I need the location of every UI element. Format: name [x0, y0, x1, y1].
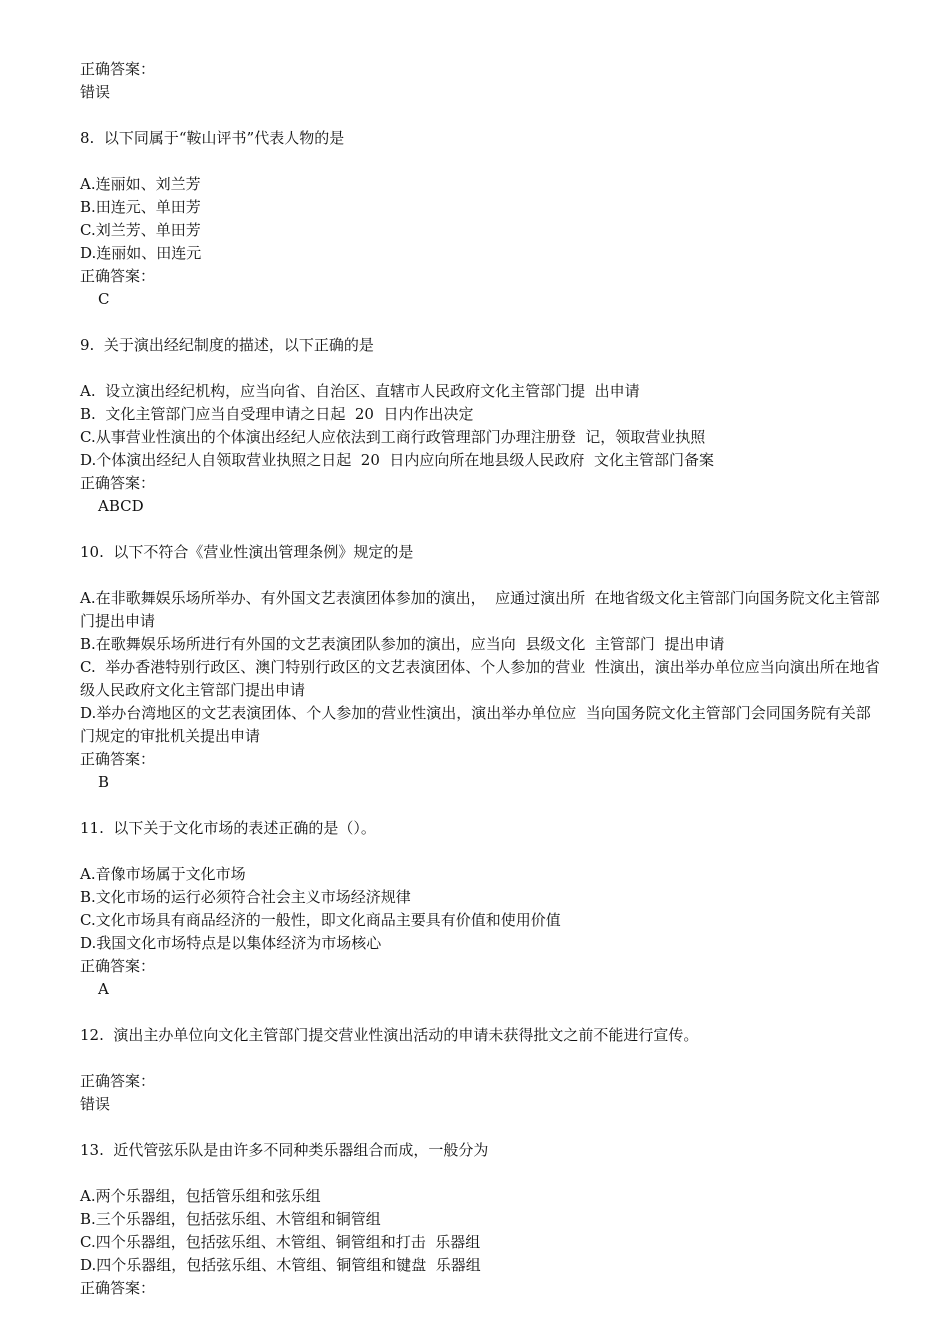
option-b: B.在歌舞娱乐场所进行有外国的文艺表演团队参加的演出，应当向 县级文化 主管部门 提出申请 [80, 635, 725, 653]
option-a: A.连丽如、刘兰芳 [80, 175, 201, 193]
question-7-tail [80, 58, 880, 104]
question-12 [80, 1024, 880, 1116]
option-c: C. 举办香港特别行政区、澳门特别行政区的文艺表演团体、个人参加的营业 性演出，演出举办单位应当向演出所在地省级人民政府文化主管部门提出申请 [80, 658, 880, 699]
question-stem: 8. 以下同属于“鞍山评书”代表人物的是 [80, 129, 345, 147]
option-b: B.三个乐器组，包括弦乐组、木管组和铜管组 [80, 1210, 381, 1228]
question-10 [80, 541, 880, 794]
option-d: D.连丽如、田连元 [80, 244, 202, 262]
question-9 [80, 334, 880, 518]
option-c: C.从事营业性演出的个体演出经纪人应依法到工商行政管理部门办理注册登 记，领取营业执照 [80, 428, 706, 446]
option-a: A.两个乐器组，包括管乐组和弦乐组 [80, 1187, 321, 1205]
option-c: C.四个乐器组，包括弦乐组、木管组、铜管组和打击 乐器组 [80, 1233, 481, 1251]
option-b: B.文化市场的运行必须符合社会主义市场经济规律 [80, 888, 411, 906]
answer-label: 正确答案： [80, 1279, 156, 1297]
option-d: D.个体演出经纪人自领取营业执照之日起 20 日内应向所在地县级人民政府 文化主管部门备案 [80, 451, 714, 469]
answer-label: 正确答案： [80, 267, 156, 285]
option-b: B.田连元、单田芳 [80, 198, 201, 216]
option-a: A.音像市场属于文化市场 [80, 865, 246, 883]
answer-label: 正确答案： [80, 60, 156, 78]
question-stem: 11. 以下关于文化市场的表述正确的是（）。 [80, 819, 376, 837]
option-a: A. 设立演出经纪机构，应当向省、自治区、直辖市人民政府文化主管部门提 出申请 [80, 382, 640, 400]
option-a: A.在非歌舞娱乐场所举办、有外国文艺表演团体参加的演出， 应通过演出所 在地省级文化主管部门向国务院文化主管部门提出申请 [80, 589, 880, 630]
answer-value: C [98, 290, 110, 308]
answer-value: 错误 [80, 1095, 111, 1113]
option-c: C.刘兰芳、单田芳 [80, 221, 201, 239]
question-stem: 9. 关于演出经纪制度的描述，以下正确的是 [80, 336, 374, 354]
question-11 [80, 817, 880, 1001]
option-b: B. 文化主管部门应当自受理申请之日起 20 日内作出决定 [80, 405, 474, 423]
question-stem: 13. 近代管弦乐队是由许多不同种类乐器组合而成，一般分为 [80, 1141, 489, 1159]
option-d: D.我国文化市场特点是以集体经济为市场核心 [80, 934, 382, 952]
question-stem: 12. 演出主办单位向文化主管部门提交营业性演出活动的申请未获得批文之前不能进行宣传。 [80, 1026, 699, 1044]
answer-value: B [98, 773, 110, 791]
question-13 [80, 1139, 880, 1300]
answer-value: 错误 [80, 83, 111, 101]
option-d: D.举办台湾地区的文艺表演团体、个人参加的营业性演出，演出举办单位应 当向国务院文化主管部门会同国务院有关部门规定的审批机关提出申请 [80, 704, 871, 745]
answer-value: A [98, 980, 109, 998]
answer-label: 正确答案： [80, 957, 156, 975]
answer-label: 正确答案： [80, 474, 156, 492]
question-8 [80, 127, 880, 311]
option-c: C.文化市场具有商品经济的一般性，即文化商品主要具有价值和使用价值 [80, 911, 561, 929]
answer-label: 正确答案： [80, 750, 156, 768]
question-stem: 10. 以下不符合《营业性演出管理条例》规定的是 [80, 543, 414, 561]
answer-value: ABCD [98, 497, 144, 515]
answer-label: 正确答案： [80, 1072, 156, 1090]
option-d: D.四个乐器组，包括弦乐组、木管组、铜管组和键盘 乐器组 [80, 1256, 481, 1274]
